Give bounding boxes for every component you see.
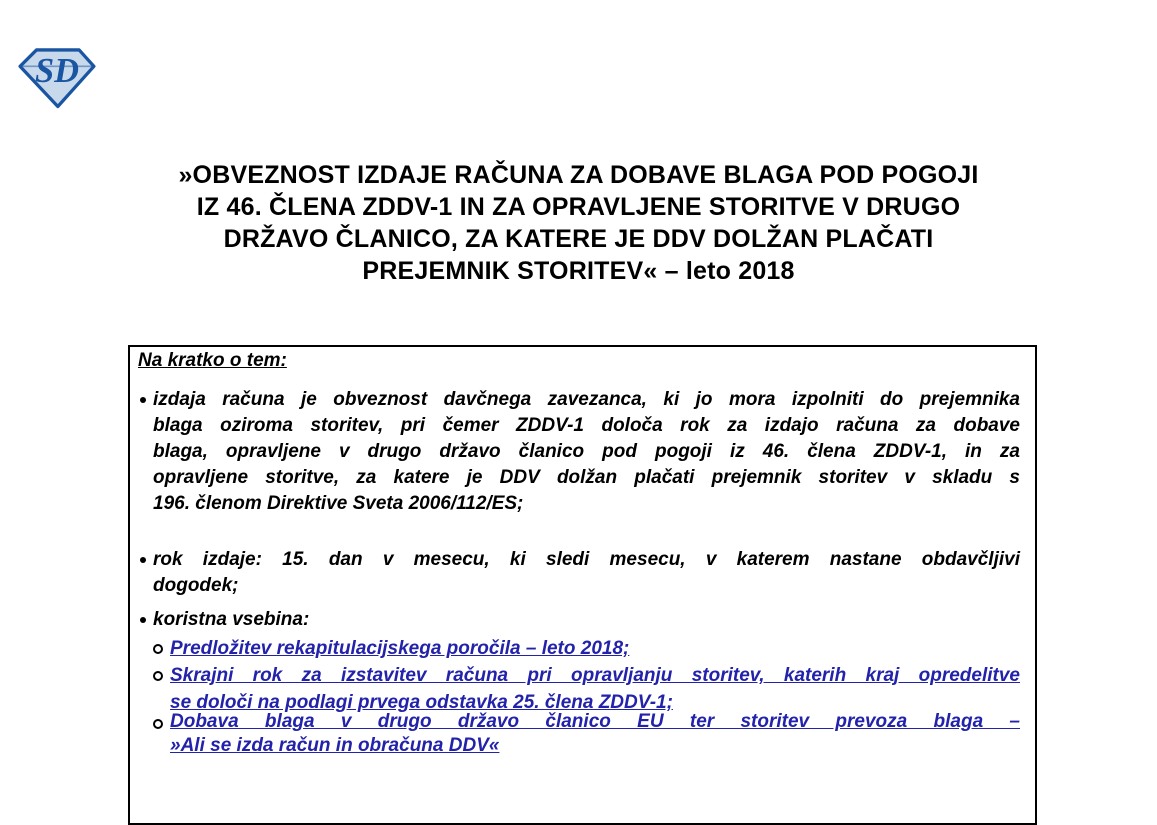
sd-logo xyxy=(16,44,98,110)
circle-bullet-icon xyxy=(153,644,163,654)
link-item-rekapitulacijsko-porocilo xyxy=(138,635,1020,662)
title-line-4: PREJEMNIK STORITEV« – leto 2018 xyxy=(362,257,795,285)
title-line-1: »OBVEZNOST IZDAJE RAČUNA ZA DOBAVE BLAGA POD POGOJI xyxy=(178,161,979,189)
logo-letters: SD xyxy=(34,51,80,90)
document-title xyxy=(0,159,1157,287)
link-item-dobava-blaga xyxy=(138,710,1020,758)
link-text-line: Skrajni rok za izstavitev računa pri opravljanju storitev, katerih kraj opredelitve xyxy=(170,665,1020,686)
link-text-line: se določi na podlagi prvega odstavka 25. člena ZDDV-1; xyxy=(170,692,673,713)
link-text-line: Dobava blaga v drugo državo članico EU ter storitev prevoza blaga – xyxy=(170,711,1020,732)
circle-bullet-icon xyxy=(153,719,163,729)
bullet-text-line: izdaja računa je obveznost davčnega zavezanca, ki jo mora izpolniti do prejemnika xyxy=(153,389,1020,410)
link-item-skrajni-rok xyxy=(138,662,1020,716)
bullet-text-line: rok izdaje: 15. dan v mesecu, ki sledi mesecu, v katerem nastane obdavčljivi xyxy=(153,549,1020,570)
title-line-2: IZ 46. ČLENA ZDDV-1 IN ZA OPRAVLJENE STORITVE V DRUGO xyxy=(196,193,961,221)
bullet-text-line: opravljene storitve, za katere je DDV dolžan plačati prejemnik storitev v skladu s xyxy=(153,467,1020,488)
title-line-3: DRŽAVO ČLANICO, ZA KATERE JE DDV DOLŽAN PLAČATI xyxy=(223,225,934,253)
circle-bullet-icon xyxy=(153,671,163,681)
bullet-icon xyxy=(140,397,146,403)
bullet-item-izdaja-racuna xyxy=(138,387,1020,517)
bullet-icon xyxy=(140,557,146,563)
link-predlozitev-rekapitulacijskega-porocila[interactable] xyxy=(170,635,1020,662)
summary-box xyxy=(128,345,1037,825)
bullet-item-rok-izdaje xyxy=(138,547,1020,599)
bullet-text-line: 196. členom Direktive Sveta 2006/112/ES; xyxy=(153,493,524,514)
bullet-text-line: blaga oziroma storitev, pri čemer ZDDV-1 določa rok za izdajo računa za dobave xyxy=(153,415,1020,436)
link-skrajni-rok-za-izstavitev-racuna[interactable] xyxy=(170,662,1020,716)
bullet-item-koristna-vsebina xyxy=(138,607,1020,633)
link-text-line: Predložitev rekapitulacijskega poročila – leto 2018; xyxy=(170,638,630,659)
summary-box-heading: Na kratko o tem: xyxy=(138,350,287,371)
link-text-line-clipped: »Ali se izda račun in obračuna DDV« xyxy=(170,735,500,756)
link-dobava-blaga-v-drugo-drzavo[interactable] xyxy=(170,710,1020,758)
bullet-text-line: dogodek; xyxy=(153,575,239,596)
bullet-text-line: blaga, opravljene v drugo državo članico pod pogoji iz 46. člena ZDDV-1, in za xyxy=(153,441,1020,462)
bullet-icon xyxy=(140,617,146,623)
bullet-text-line: koristna vsebina: xyxy=(153,609,310,630)
